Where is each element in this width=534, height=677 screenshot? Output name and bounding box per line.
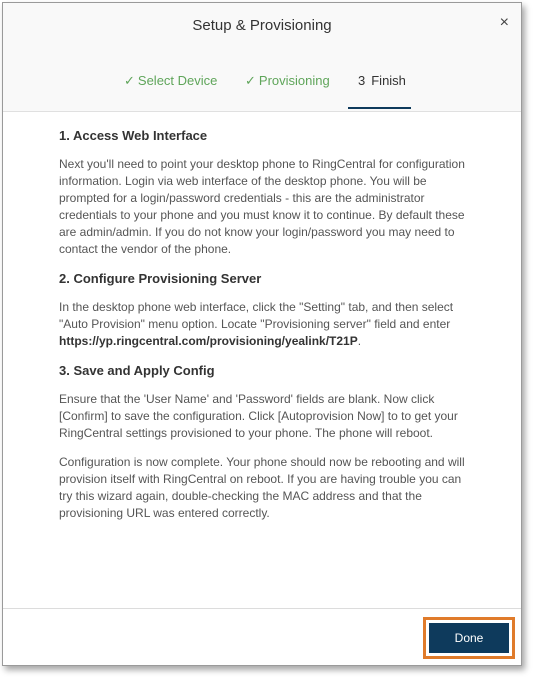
- dialog-title: Setup & Provisioning: [192, 17, 332, 34]
- setup-provisioning-dialog: [2, 2, 522, 666]
- section-heading: 1. Access Web Interface: [59, 128, 208, 143]
- section-paragraph: Configuration is now complete. Your phone should now be rebooting and will provision itself with RingCentral on reboot. If you are having trouble you can try this wizard again, double-checking the MAC address and that the provisioning URL was entered correctly.: [59, 455, 465, 520]
- active-step-indicator: [348, 107, 411, 109]
- wizard-steps: [3, 73, 521, 109]
- section-heading: 3. Save and Apply Config: [59, 363, 215, 378]
- step-number: 3: [358, 73, 366, 88]
- done-button-highlight: [423, 617, 515, 659]
- dialog-header: [3, 3, 521, 112]
- section-paragraph: [59, 299, 469, 350]
- paragraph-text: In the desktop phone web interface, click the "Setting" tab, and then select "Auto Provision" menu option. Locate "Provisioning server" field and enter: [59, 300, 454, 331]
- provisioning-url: https://yp.ringcentral.com/provisioning/yealink/T21P: [59, 334, 358, 348]
- dialog-footer: [3, 608, 521, 665]
- close-icon[interactable]: ×: [499, 14, 509, 31]
- instructions-content: [59, 125, 469, 534]
- step-select-device[interactable]: [124, 73, 217, 109]
- section-heading: 2. Configure Provisioning Server: [59, 271, 262, 286]
- step-finish[interactable]: [348, 73, 411, 109]
- section-paragraph: Next you'll need to point your desktop phone to RingCentral for configuration information. Login via web interface of the desktop phone. You will be prompted for a login/password credentials - this are the administrator credentials to your phone and you must know it to continue. By default these are admin/admin. If you do not know your login/password you may need to contact the vendor of the phone.: [59, 157, 465, 256]
- step-provisioning[interactable]: [245, 73, 330, 109]
- done-button[interactable]: Done: [429, 623, 509, 653]
- paragraph-suffix: .: [357, 334, 362, 348]
- section-paragraph: Ensure that the 'User Name' and 'Password' fields are blank. Now click [Confirm] to save the configuration. Click [Autoprovision Now] to to get your RingCentral settings provisioned to your phone. The phone will reboot.: [59, 392, 458, 440]
- checkmark-icon: ✓: [245, 73, 256, 88]
- step-label: Finish: [371, 73, 406, 88]
- step-label: Select Device: [137, 73, 218, 88]
- checkmark-icon: ✓: [124, 73, 135, 88]
- step-label: Provisioning: [258, 73, 330, 88]
